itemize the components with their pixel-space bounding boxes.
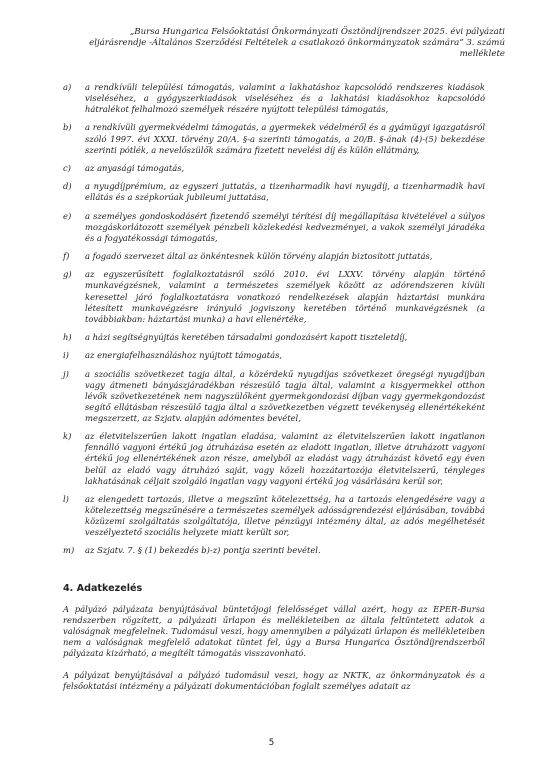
list-item-text: az életvitelszerűen lakott ingatlan eladása, valamint az életvitelszerűen lakott ingatlanon fennálló vagyoni értékű jog átruházása esetén az eladott ingatlan, illetve átruházott vagyoni értékű jog ellenértékének azon része, amelyből az eladást vagy átruházást követő egy éven belül az eladó vagy átruházó saját, vagy közeli hozzátartozója életvitelszerű, tényleges lakhatásának céljait szolgáló ingatlan vagy vagyoni értékű jog vásárlására kerül sor, xyxy=(85,431,485,486)
list-item-i xyxy=(63,350,485,361)
list-item-m xyxy=(63,545,485,556)
list-item-l xyxy=(63,494,485,538)
list-item-text: az energiafelhasználáshoz nyújtott támogatás, xyxy=(85,350,283,361)
list-item-k xyxy=(63,431,485,486)
list-marker: g) xyxy=(63,269,72,280)
list-marker: i) xyxy=(63,350,69,361)
list-item-a xyxy=(63,82,485,115)
list-marker: j) xyxy=(63,368,69,379)
list-marker: c) xyxy=(63,162,71,173)
list-item-text: a személyes gondoskodásért fizetendő személyi térítési díj megállapítása kivételével a súlyos mozgáskorlátozott személyek pénzbeli közlekedési kedvezményei, a vakok személyi járadéka és a fogyatékossági támogatás, xyxy=(85,210,485,243)
list-marker: a) xyxy=(63,82,72,92)
list-item-d xyxy=(63,181,485,203)
list-item-j xyxy=(63,369,485,424)
income-exemption-list xyxy=(63,82,485,564)
list-item-text: a házi segítségnyújtás keretében társadalmi gondozásért kapott tiszteletdíj, xyxy=(85,332,408,342)
page-header: „Bursa Hungarica Felsőoktatási Önkormányzati Ösztöndíjrendszer 2025. évi pályázati eljárásrendje -Általános Szerződési Feltételek a csatlakozó önkormányzatok számára” 3. számú melléklete xyxy=(89,27,505,59)
list-marker: k) xyxy=(63,431,72,442)
list-marker: f) xyxy=(63,251,70,262)
list-item-c xyxy=(63,163,485,174)
paragraph: A pályázat benyújtásával a pályázó tudomásul veszi, hogy az NKTK, az önkormányzatok és a felsőoktatási intézmény a pályázati dokumentációban foglalt személyes adatait az xyxy=(63,670,485,692)
list-item-text: a szociális szövetkezet tagja által, a közérdekű nyugdíjas szövetkezet öregségi nyugdíjban vagy átmeneti bányászjáradékban részesülő tagja által, valamint a kisgyermekkel otthon lévők szövetkezetének nem nagyszülőként gyermekgondozási díjban vagy gyermekgondozást segítő ellátásban részesülő tagja által a szövetkezetben végzett tevékenység ellenértékeként megszerzett, az Szjatv. alapján adómentes bevétel, xyxy=(85,368,485,423)
page-number: 5 xyxy=(268,738,275,748)
list-item-text: az elengedett tartozás, illetve a megszűnt kötelezettség, ha a tartozás elengedésére vagy a kötelezettség megszűnésére a természetes személyek adósságrendezési eljárásában, továbbá közüzemi szolgáltatás szolgáltatója, illetve pénzügyi intézmény által, az adós megélhetését veszélyeztető szociális helyzete miatt került sor, xyxy=(85,493,485,538)
list-item-text: az Szjatv. 7. § (1) bekezdés b)-z) pontja szerinti bevétel. xyxy=(85,545,321,556)
list-item-e xyxy=(63,211,485,244)
list-item-f xyxy=(63,251,485,262)
list-item-text: a fogadó szervezet által az önkéntesnek külön törvény alapján biztosított juttatás, xyxy=(85,251,433,262)
section-heading: 4. Adatkezelés xyxy=(63,583,143,594)
list-marker: l) xyxy=(63,493,69,504)
paragraph: A pályázó pályázata benyújtásával büntetőjogi felelősséget vállal azért, hogy az EPER-Bursa rendszerben rögzített, a pályázati űrlapon és mellékleteiben az általa feltüntetett adatok a valóságnak megfelelnek. Tudomásul veszi, hogy amennyiben a pályázati űrlapon és mellékleteiben nem a valóságnak megfelelő adatokat tüntet fel, úgy a Bursa Hungarica Ösztöndíjrendszerből pályázata kizárható, a megítélt támogatás visszavonható. xyxy=(63,604,485,659)
list-item-text: a rendkívüli gyermekvédelmi támogatás, a gyermekek védelméről és a gyámügyi igazgatásról szóló 1997. évi XXXI. törvény 20/A. §-a szerinti támogatás, a 20/B. §-ának (4)-(5) bekezdése szerinti pótlék, a nevelőszülők számára fizetett nevelési díj és külön ellátmány, xyxy=(85,122,485,155)
list-marker: e) xyxy=(63,210,72,221)
list-item-text: a rendkívüli települési támogatás, valamint a lakhatáshoz kapcsolódó rendszeres kiadások viseléséhez, a gyógyszerkiadások viseléséhez és a lakhatási kiadásokhoz kapcsolódó hátralékot felhalmozó személyek részére nyújtott települési támogatás, xyxy=(85,82,485,115)
list-marker: d) xyxy=(63,181,72,192)
list-marker: h) xyxy=(63,332,72,342)
list-item-text: a nyugdíjprémium, az egyszeri juttatás, a tizenharmadik havi nyugdíj, a tizenharmadik havi ellátás és a szépkorúak jubileumi juttatása, xyxy=(85,181,485,203)
list-item-b xyxy=(63,122,485,155)
list-item-g xyxy=(63,269,485,324)
list-item-h xyxy=(63,332,485,343)
list-marker: m) xyxy=(63,545,75,556)
list-item-text: az anyasági támogatás, xyxy=(85,162,185,173)
list-item-text: az egyszerűsített foglalkoztatásról szóló 2010. évi LXXV. törvény alapján történő munkavégzésnek, valamint a természetes személyek között az adórendszeren kívüli keresettel járó foglalkoztatásra vonatkozó rendelkezések alapján háztartási munkára létesített munkavégzésre irányuló jogviszony keretében történő munkavégzésnek (a továbbiakban: háztartási munka) a havi ellenértéke, xyxy=(85,269,485,324)
list-marker: b) xyxy=(63,122,72,133)
